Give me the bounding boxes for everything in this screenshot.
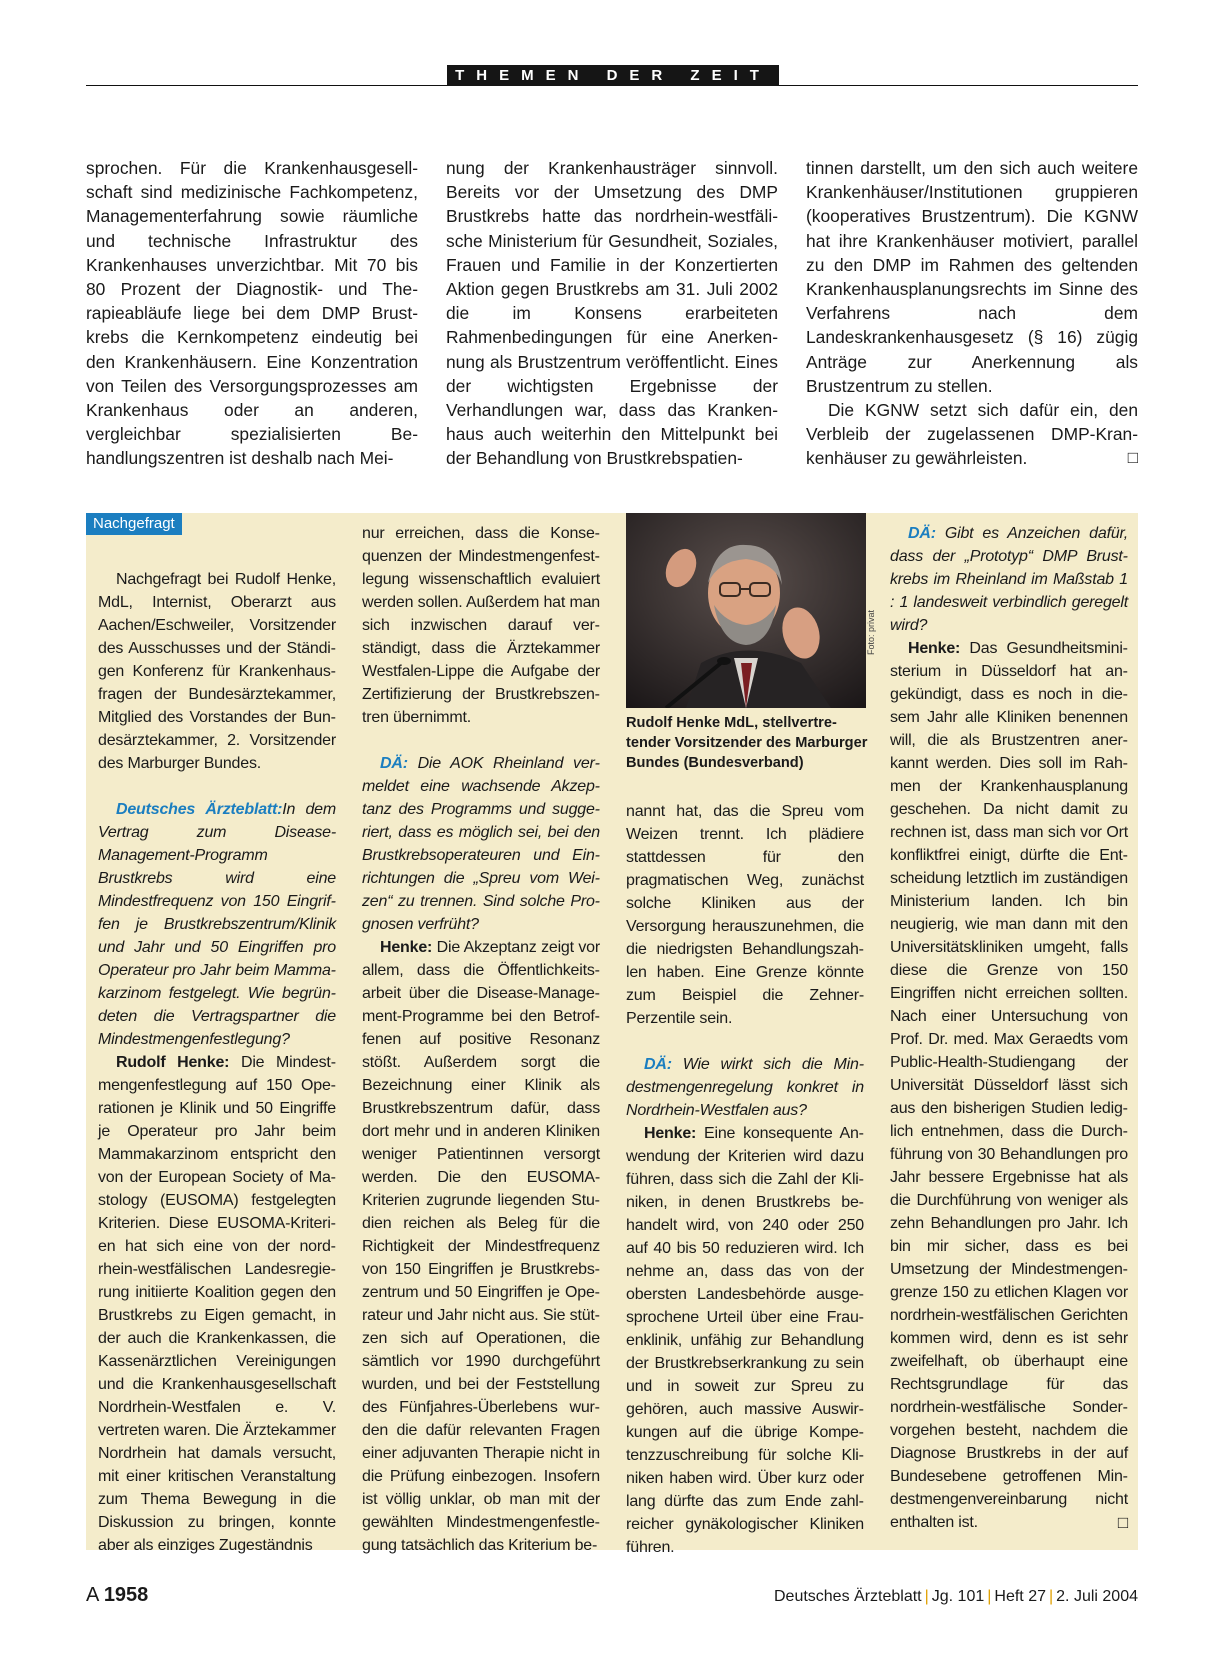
section-title: THEMEN DER ZEIT xyxy=(447,65,779,86)
answer-2 xyxy=(362,936,600,1557)
speaker-label: Rudolf Henke: xyxy=(116,1054,230,1071)
article-column-3 xyxy=(806,156,1138,471)
separator: | xyxy=(987,1588,992,1605)
end-mark: □ xyxy=(1127,448,1138,468)
question-1 xyxy=(98,798,336,1051)
journal-name: Deutsches Ärzteblatt xyxy=(773,1588,922,1605)
question-lead: DÄ: xyxy=(908,525,936,542)
page-prefix: A xyxy=(86,1584,99,1606)
article-paragraph-text: Die KGNW setzt sich dafür ein, den Verbleib der zugelassenen DMP-Krankenhäuser zu gewährleisten. xyxy=(806,400,1138,469)
journal-issue: Heft 27 xyxy=(994,1588,1046,1605)
separator: | xyxy=(1049,1588,1054,1605)
question-text: Wie wirkt sich die Mindestmengenregelung konkret in Nordrhein-Westfalen aus? xyxy=(626,1056,865,1119)
page-number-value: 1958 xyxy=(103,1584,149,1606)
box-tag: Nachgefragt xyxy=(86,513,182,535)
photo-credit: Foto: privat xyxy=(866,609,876,655)
portrait-photo xyxy=(626,513,866,708)
answer-2-continued: nannt hat, das die Spreu vom Weizen trennt. Ich plädiere stattdessen für den pragmatischen Weg, zunächst solche Kliniken aus der Versorgung herauszunehmen, die die niedrigsten Behandlungszahlen haben. Eine Grenze könnte zum Beispiel die Zehner-Perzentile sein. xyxy=(626,803,864,1027)
answer-text: Eine konsequente Anwendung der Kriterien wird dazu führen, dass sich die Zahl der Kliniken, in denen Brustkrebs behandelt wird, von 240 oder 250 auf 40 bis 50 reduzieren wird. Ich nehme an, dass das von der obersten Landesbehörde ausgesprochene Urteil über eine Frauenklinik, unfähig zur Behandlung der Brustkrebserkrankung zu sein und in soweit zur Spreu zu gehören, auch massive Auswirkungen auf die übrige Kompetenzzuschreibung für solche Kliniken haben wird. Über kurz oder lang dürfte das zum Ende zahlreicher gynäkologischer Kliniken führen. xyxy=(626,1125,864,1556)
interview-column-3 xyxy=(626,800,864,1559)
question-text: In dem Vertrag zum Disease-Management-Programm Brustkrebs wird eine Mindestfrequenz von 150 Eingriffen je Brustkrebszentrum/Klinik und Jahr und 50 Eingriffen pro Operateur pro Jahr beim Mammakarzinom festgelegt. Wie begründeten die Vertragspartner die Mindestmengenfestlegung? xyxy=(98,801,336,1048)
answer-1 xyxy=(98,1051,336,1557)
answer-text: Die Akzeptanz zeigt vor allem, dass die Öffentlichkeitsarbeit über die Disease-Management-Programme bei den Betroffenen auf positive Resonanz stößt. Außerdem sorgt die Bezeichnung einer Klinik als Brustkrebszentrum dafür, dass dort mehr und in anderen Kliniken weniger Patientinnen versorgt werden. Die den EUSOMA-Kriterien zugrunde liegenden Studien reichen als Beleg für die Richtigkeit der Mindestfrequenz von 150 Eingriffen je Brustkrebszentrum und 50 Eingriffen je Operateur und Jahr nicht aus. Sie stützen sich auf Operationen, die sämtlich vor 1990 durchgeführt wurden, und bei der Feststellung des Fünfjahres-Überlebens wurden die dafür relevanten Fragen einer adjuvanten Therapie nicht in die Prüfung einbezogen. Insofern ist völlig unklar, ob man mit der gewählten Mindestmengenfestlegung tatsächlich das Kriterium be- xyxy=(362,939,600,1554)
journal-date: 2. Juli 2004 xyxy=(1056,1588,1138,1605)
speaker-label: Henke: xyxy=(644,1125,697,1142)
answer-3 xyxy=(626,1122,864,1559)
photo-caption: Rudolf Henke MdL, stellvertretender Vorsitzender des Marburger Bundes (Bundesverband) xyxy=(626,715,868,771)
question-text: Die AOK Rheinland vermeldet eine wachsende Akzeptanz des Programms und suggeriert, dass es möglich sei, bei den Brustkrebsoperateuren und Einrichtungen die „Spreu vom Weizen“ zu trennen. Sind solche Prognosen verfrüht? xyxy=(362,755,600,933)
article-paragraph: tinnen darstellt, um den sich auch weitere Krankenhäuser/Institutionen gruppieren (kooperatives Brustzentrum). Die KGNW hat ihre Krankenhäuser motiviert, parallel zu den DMP im Rahmen des geltenden Krankenhausplanungsrechts im Sinne des Verfahrens nach dem Landeskrankenhausgesetz (§ 16) zügig Anträge zur Anerkennung als Brustzentrum zu stellen. xyxy=(806,158,1138,396)
interview-column-1 xyxy=(98,568,336,1557)
end-mark: □ xyxy=(1117,1513,1128,1532)
question-3 xyxy=(626,1053,864,1122)
question-lead: Deutsches Ärzteblatt: xyxy=(116,801,283,818)
page-number xyxy=(86,1584,148,1607)
journal-volume: Jg. 101 xyxy=(931,1588,985,1605)
answer-4 xyxy=(890,637,1128,1534)
separator: | xyxy=(924,1588,929,1605)
article-column-1 xyxy=(86,156,418,471)
interview-column-2 xyxy=(362,522,600,1557)
question-lead: DÄ: xyxy=(644,1056,672,1073)
article-paragraph-last xyxy=(806,398,1138,471)
article-column-2 xyxy=(446,156,778,471)
portrait-illustration xyxy=(626,513,866,708)
question-lead: DÄ: xyxy=(380,755,408,772)
question-text: Gibt es Anzeichen dafür, dass der „Prototyp“ DMP Brustkrebs im Rheinland im Maßstab 1 : 1 landesweit verbindlich geregelt wird? xyxy=(890,525,1129,634)
article-paragraph: sprochen. Für die Krankenhausgesellschaft sind medizinische Fachkompetenz, Managementerfahrung sowie räumliche und technische Infrastruktur des Krankenhauses unverzichtbar. Mit 70 bis 80 Prozent der Diagnostik- und Therapieabläufe liege bei dem DMP Brustkrebs die Kernkompetenz eindeutig bei den Krankenhäusern. Eine Konzentration von Teilen des Versorgungsprozesses am Krankenhaus oder an anderen, vergleichbar spezialisierten Behandlungszentren ist deshalb nach Mei- xyxy=(86,158,418,469)
speaker-label: Henke: xyxy=(908,640,961,657)
answer-text: Das Gesundheitsministerium in Düsseldorf hat angekündigt, dass es noch in diesem Jahr alle Kliniken benennen will, die als Brustzentren anerkannt werden. Dies soll im Rahmen der Krankenhausplanung geschehen. Da nicht damit zu rechnen ist, dass man sich vor Ort konfliktfrei einigt, dürfte die Entscheidung letztlich im zuständigen Ministerium landen. Ich bin neugierig, wie man dann mit den Universitätskliniken umgeht, falls diese die Grenze von 150 Eingriffen nicht erreichen sollten. Nach einer Untersuchung von Prof. Dr. med. Max Geraedts vom Public-Health-Studiengang der Universität Düsseldorf lässt sich aus den bisherigen Studien lediglich entnehmen, dass die Durchführung von 30 Behandlungen pro Jahr bessere Ergebnisse hat als die Durchführung von weniger als zehn Behandlungen pro Jahr. Ich bin mir sicher, dass es bei Umsetzung der Mindestmengengrenze 150 zu etlichen Klagen vor nordrhein-westfälischen Gerichten kommen wird, denn es ist sehr zweifelhaft, ob überhaupt eine Rechtsgrundlage für das nordrhein-westfälische Sondervorgehen besteht, nachdem die Diagnose Brustkrebs in der auf Bundesebene getroffenen Mindestmengenvereinbarung nicht enthalten ist. xyxy=(890,640,1128,1531)
question-2 xyxy=(362,752,600,936)
article-paragraph: nung der Krankenhausträger sinnvoll. Bereits vor der Umsetzung des DMP Brustkrebs hatte das nordrhein-westfälische Ministerium für Gesundheit, Soziales, Frauen und Familie in der Konzertierten Aktion gegen Brustkrebs am 31. Juli 2002 die im Konsens erarbeiteten Rahmenbedingungen für eine Anerkennung als Brustzentrum veröffentlicht. Eines der wichtigsten Ergebnisse der Verhandlungen war, dass das Krankenhaus auch weiterhin den Mittelpunkt bei der Behandlung von Brustkrebspatien- xyxy=(446,158,778,469)
question-4 xyxy=(890,522,1128,637)
answer-1-continued: nur erreichen, dass die Konsequenzen der Mindestmengenfestlegung wissenschaftlich evaluiert werden sollen. Außerdem hat man sich inzwischen darauf verständigt, dass die Ärztekammer Westfalen-Lippe die Aufgabe der Zertifizierung der Brustkrebszentren übernimmt. xyxy=(362,525,600,726)
speaker-label: Henke: xyxy=(380,939,433,956)
interview-intro: Nachgefragt bei Rudolf Henke, MdL, Internist, Oberarzt aus Aachen/Eschweiler, Vorsitzender des Ausschusses und der Ständigen Konferenz für Krankenhausfragen der Bundesärztekammer, Mitglied des Vorstandes der Bundesärztekammer, 2. Vorsitzender des Marburger Bundes. xyxy=(98,571,336,772)
journal-info xyxy=(774,1588,1138,1606)
answer-text: Die Mindestmengenfestlegung auf 150 Operationen je Klinik und 50 Eingriffe je Operateur pro Jahr beim Mammakarzinom entspricht den von der European Society of Mastology (EUSOMA) festgelegten Kriterien. Diese EUSOMA-Kriterien hat sich eine von der nordrhein-westfälischen Landesregierung initiierte Koalition gegen den Brustkrebs zu Eigen gemacht, in der auch die Krankenkassen, die Kassenärztlichen Vereinigungen und die Krankenhausgesellschaft Nordrhein-Westfalen e. V. vertreten waren. Die Ärztekammer Nordrhein hat damals versucht, mit einer kritischen Veranstaltung zum Thema Bewegung in die Diskussion zu bringen, konnte aber als einziges Zugeständnis xyxy=(98,1054,337,1554)
interview-column-4 xyxy=(890,522,1128,1534)
